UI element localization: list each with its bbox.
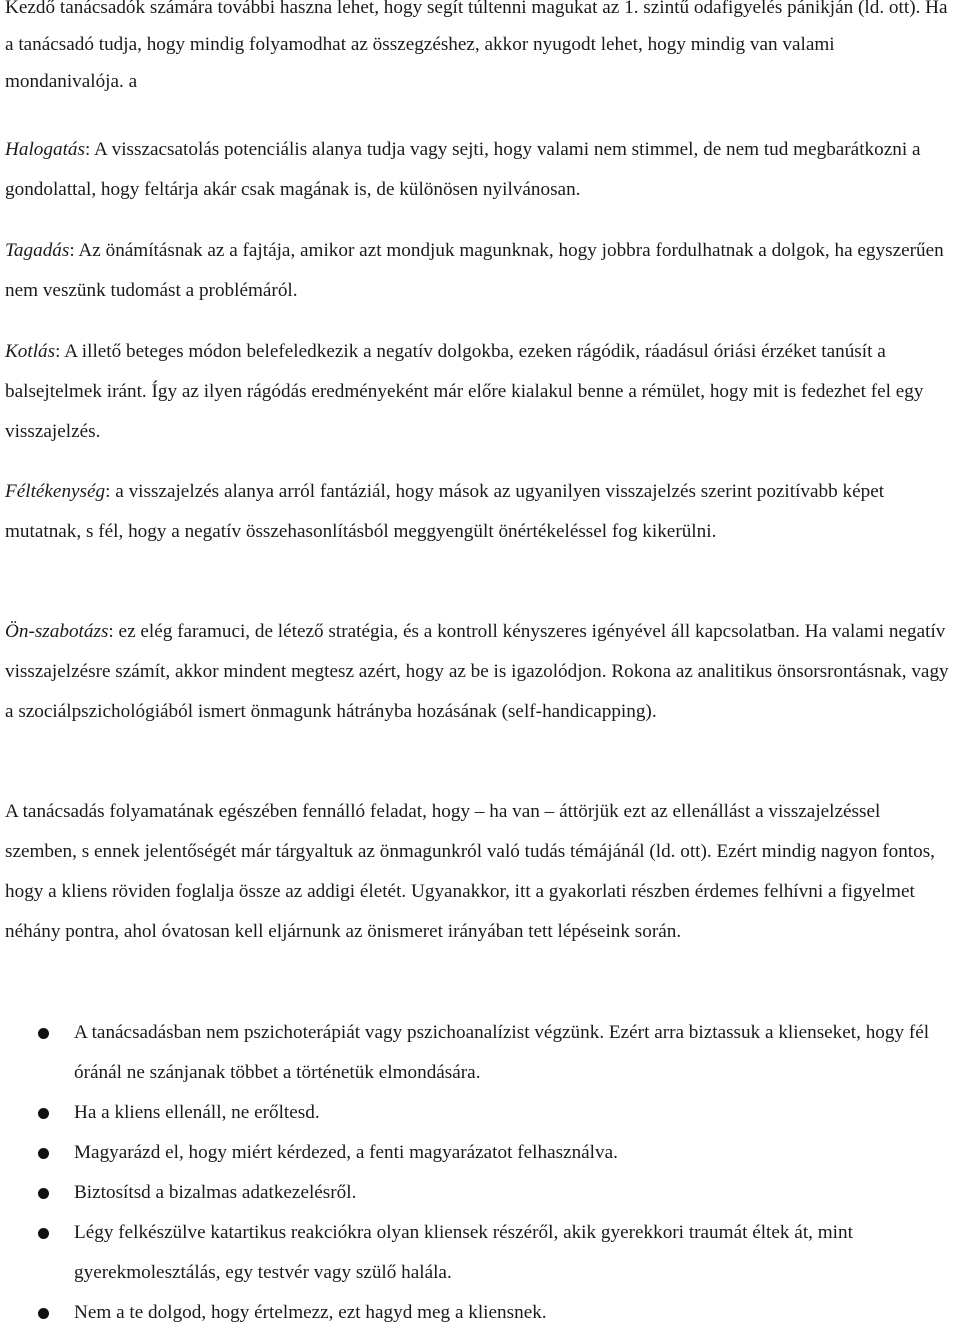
bullet-dot-icon <box>38 1108 49 1119</box>
feltekenyseg-text: : a visszajelzés alanya arról fantáziál, hogy mások az ugyanilyen visszajelzés szerint pozitívabb képet mutatnak, s fél, hogy a negatív összehasonlításból meggyengült önértékeléssel fog kikerülni. <box>5 481 885 542</box>
term-tagadas: Tagadás <box>5 240 70 261</box>
bullet-dot-icon <box>38 1228 49 1239</box>
bullet-text: Magyarázd el, hogy miért kérdezed, a fenti magyarázatot felhasználva. <box>74 1142 618 1163</box>
bullet-dot-icon <box>38 1148 49 1159</box>
halogatas-paragraph <box>5 130 960 210</box>
bullet-item <box>0 1133 950 1173</box>
bullet-text: Biztosítsd a bizalmas adatkezelésről. <box>74 1182 357 1203</box>
bullet-text: A tanácsadásban nem pszichoterápiát vagy pszichoanalízist végzünk. Ezért arra biztassuk a klienseket, hogy fél óránál ne szánjanak többet a történetük elmondására. <box>74 1022 930 1083</box>
term-halogatas: Halogatás <box>5 139 85 160</box>
kotlas-paragraph <box>5 332 945 452</box>
tagadas-text: : Az önámításnak az a fajtája, amikor azt mondjuk magunknak, hogy jobbra fordulhatnak a dolgok, ha egyszerűen nem veszünk tudomást a problémáról. <box>5 240 944 301</box>
bullet-dot-icon <box>38 1028 49 1039</box>
bullet-dot-icon <box>38 1188 49 1199</box>
bullet-item <box>0 1293 950 1333</box>
onszabotazs-paragraph <box>5 612 950 732</box>
bullet-dot-icon <box>38 1308 49 1319</box>
term-onszabotazs: Ön-szabotázs <box>5 621 109 642</box>
term-feltekenyseg: Féltékenység <box>5 481 106 502</box>
bullet-text: Ha a kliens ellenáll, ne erőltesd. <box>74 1102 320 1123</box>
term-kotlas: Kotlás <box>5 341 56 362</box>
bullet-item <box>0 1213 950 1293</box>
bullet-item <box>0 1093 950 1133</box>
feltekenyseg-paragraph <box>5 472 945 552</box>
onszabotazs-text: : ez elég faramuci, de létező stratégia, és a kontroll kényszeres igényével áll kapcsolatban. Ha valami negatív visszajelzésre számít, akkor mindent megtesz azért, hogy az be is igazolódjon. Rokona az analitikus önsorsrontásnak, vagy a szociálpszichológiából ismert önmagunk hátrányba hozásának (self-handicapping). <box>5 621 949 722</box>
closing-paragraph: A tanácsadás folyamatának egészében fennálló feladat, hogy – ha van – áttörjük ezt az ellenállást a visszajelzéssel szemben, s ennek jelentőségét már tárgyaltuk az önmagunkról való tudás témájánál (ld. ott). Ezért mindig nagyon fontos, hogy a kliens röviden foglalja össze az addigi életét. Ugyanakkor, itt a gyakorlati részben érdemes felhívni a figyelmet néhány pontra, ahol óvatosan kell eljárnunk az önismeret irányában tett lépéseink során. <box>5 801 935 942</box>
bullet-list <box>0 1013 950 1333</box>
kotlas-text: : A illető beteges módon belefeledkezik a negatív dolgokba, ezeken rágódik, ráadásul óriási érzéket tanúsít a balsejtelmek iránt. Így az ilyen rágódás eredményeként már előre kialakul benne a rémület, hogy mit is fedezhet fel egy visszajelzés. <box>5 341 924 442</box>
bullet-text: Légy felkészülve katartikus reakciókra olyan kliensek részéről, akik gyerekkori traumát éltek át, mint gyerekmolesztálás, egy testvér vagy szülő halála. <box>74 1222 853 1283</box>
halogatas-text: : A visszacsatolás potenciális alanya tudja vagy sejti, hogy valami nem stimmel, de nem tud megbarátkozni a gondolattal, hogy feltárja akár csak magának is, de különösen nyilvánosan. <box>5 139 921 200</box>
bullet-item <box>0 1013 950 1093</box>
intro-paragraph: Kezdő tanácsadók számára további haszna lehet, hogy segít túltenni magukat az 1. szintű odafigyelés pánikján (ld. ott). Ha a tanácsadó tudja, hogy mindig folyamodhat az összegzéshez, akkor nyugodt lehet, hogy mindig van valami mondanivalója. a <box>5 0 948 92</box>
bullet-item <box>0 1173 950 1213</box>
bullet-text: Nem a te dolgod, hogy értelmezz, ezt hagyd meg a kliensnek. <box>74 1302 547 1323</box>
tagadas-paragraph <box>5 231 945 311</box>
